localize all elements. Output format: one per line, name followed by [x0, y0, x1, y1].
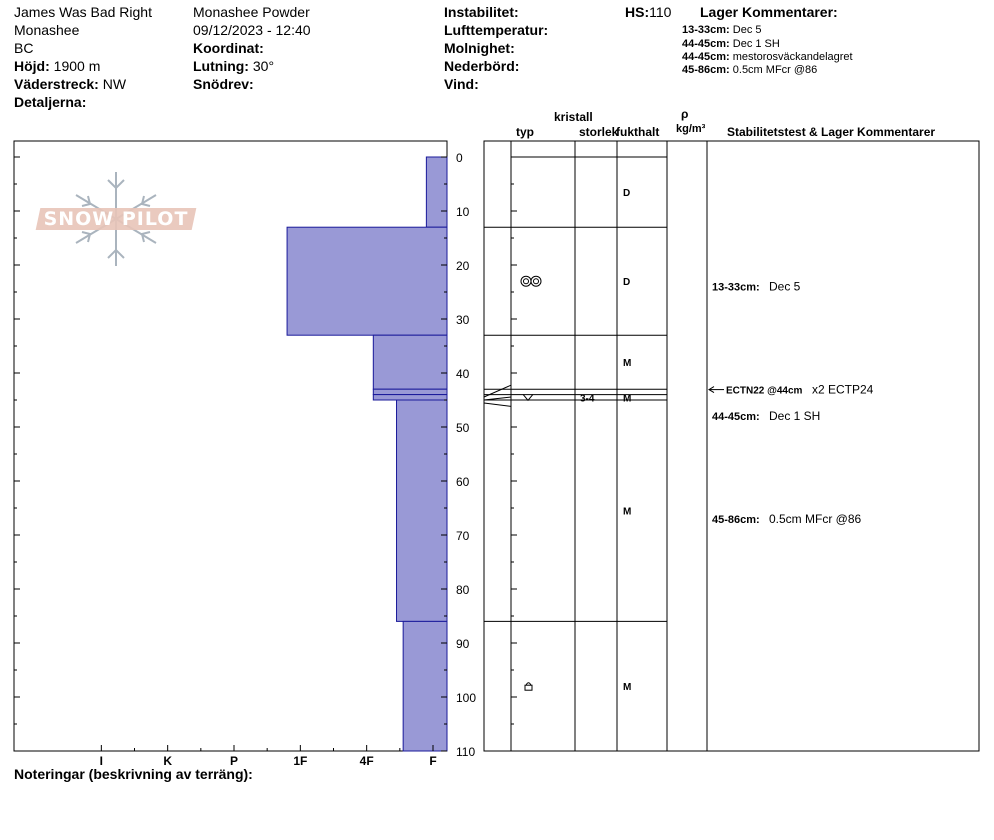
- size-header: storlek: [579, 125, 619, 139]
- hs-label: HS:: [625, 4, 650, 20]
- hardness-bar: [397, 400, 447, 621]
- hardness-tick-label: I: [99, 754, 104, 768]
- hardness-tick-label: F: [429, 754, 437, 768]
- layer-annotation-range: 13-33cm:: [712, 281, 760, 294]
- grain-size-value: 3-4: [580, 393, 595, 405]
- hardness-bar: [373, 389, 447, 394]
- precip-label: Nederbörd:: [444, 58, 520, 74]
- elevation-label: Höjd:: [14, 58, 50, 74]
- melt-freeze-crust-icon: [525, 685, 532, 690]
- type-header: typ: [516, 125, 534, 139]
- layer-annotation-range: 45-86cm:: [712, 513, 760, 526]
- depth-tick-label: 60: [456, 475, 470, 489]
- location-name: Monashee Powder: [193, 4, 310, 20]
- notes-label: Noteringar (beskrivning av terräng):: [14, 766, 253, 782]
- depth-tick-label: 100: [456, 691, 477, 705]
- instability-label: Instabilitet:: [444, 4, 519, 20]
- depth-tick-label: 40: [456, 367, 470, 381]
- depth-tick-label: 50: [456, 421, 470, 435]
- layer-connector: [484, 385, 511, 397]
- datetime: 09/12/2023 - 12:40: [193, 22, 311, 38]
- moisture-value: D: [623, 188, 631, 200]
- stability-header: Stabilitetstest & Lager Kommentarer: [727, 125, 936, 139]
- hardness-bar: [403, 621, 447, 751]
- depth-tick-label: 20: [456, 259, 470, 273]
- moisture-value: D: [623, 277, 631, 289]
- depth-tick-label: 80: [456, 583, 470, 597]
- hs-value: 110: [649, 4, 672, 20]
- density-unit-header: kg/m³: [676, 123, 706, 135]
- depth-tick-label: 70: [456, 529, 470, 543]
- rounded-grains-icon: [521, 276, 531, 286]
- layer-table-frame: [484, 141, 979, 751]
- moisture-value: M: [623, 506, 632, 518]
- surface-hoar-icon: [523, 394, 533, 400]
- hardness-bar: [426, 157, 447, 227]
- coord-label: Koordinat:: [193, 40, 264, 56]
- layer-annotation-text: Dec 1 SH: [769, 409, 821, 424]
- stability-test-extra: x2 ECTP24: [812, 382, 874, 397]
- hardness-tick-label: P: [229, 754, 239, 768]
- layer-comments-title: Lager Kommentarer:: [700, 4, 838, 20]
- range-name: Monashee: [14, 22, 80, 38]
- moisture-value: M: [623, 393, 632, 405]
- moisture-value: M: [623, 358, 632, 370]
- hardness-tick-label: 4F: [359, 754, 374, 768]
- depth-tick-label: 0: [456, 151, 463, 165]
- layer-comment: 13-33cm: Dec 5: [682, 24, 762, 36]
- aspect-label: Väderstreck:: [14, 76, 99, 92]
- depth-tick-label: 110: [456, 745, 476, 759]
- depth-tick-label: 10: [456, 205, 470, 219]
- stability-test-label: ECTN22 @44cm: [726, 385, 803, 397]
- hardness-bar: [373, 395, 447, 400]
- layer-annotation-range: 44-45cm:: [712, 411, 760, 424]
- layer-comment: 45-86cm: 0.5cm MFcr @86: [682, 64, 818, 76]
- rounded-grains-icon: [534, 279, 539, 284]
- rounded-grains-icon: [524, 279, 529, 284]
- state-name: BC: [14, 40, 34, 56]
- details-label: Detaljerna:: [14, 94, 87, 110]
- wind-label: Vind:: [444, 76, 479, 92]
- layer-annotation-text: 0.5cm MFcr @86: [769, 511, 862, 526]
- slope-label: Lutning:: [193, 58, 249, 74]
- layer-comment: 44-45cm: mestorosväckandelagret: [682, 51, 853, 63]
- elevation-value: 1900 m: [53, 58, 101, 74]
- slope-value: 30°: [252, 58, 275, 74]
- hardness-bar: [373, 335, 447, 389]
- hardness-tick-label: 1F: [293, 754, 308, 768]
- layer-annotation-text: Dec 5: [769, 279, 801, 294]
- logo-label: SNOW PILOT: [43, 208, 189, 230]
- aspect-value: NW: [102, 76, 127, 92]
- air-temp-label: Lufttemperatur:: [444, 22, 549, 38]
- rounded-grains-icon: [531, 276, 541, 286]
- layer-comment: 44-45cm: Dec 1 SH: [682, 38, 780, 50]
- rho-header: ρ: [681, 107, 689, 121]
- site-name: James Was Bad Right: [14, 4, 152, 20]
- crystal-header: kristall: [554, 110, 593, 124]
- layer-connector: [484, 403, 511, 406]
- depth-tick-label: 30: [456, 313, 470, 327]
- sky-label: Molnighet:: [444, 40, 515, 56]
- hardness-bar: [287, 227, 447, 335]
- moisture-header: fukthalt: [616, 125, 660, 139]
- hardness-tick-label: K: [163, 754, 173, 768]
- drift-label: Snödrev:: [193, 76, 254, 92]
- moisture-value: M: [623, 682, 632, 694]
- depth-tick-label: 90: [456, 637, 470, 651]
